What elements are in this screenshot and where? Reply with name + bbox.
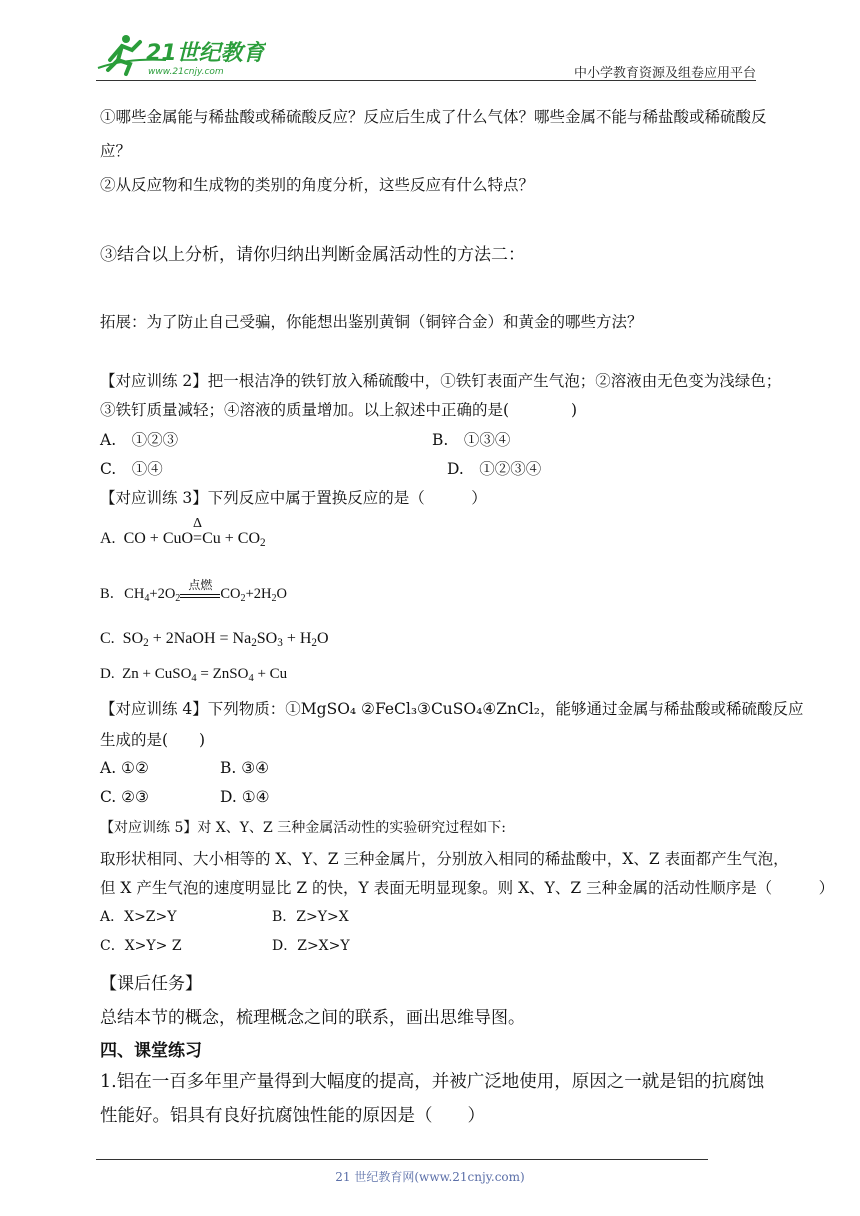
training-5-line-1: 取形状相同、大小相等的 X、Y、Z 三种金属片，分别放入相同的稀盐酸中，X、Z 表面都产生气泡，: [100, 850, 789, 868]
training-2-stem-line-2: ③铁钉质量减轻；④溶液的质量增加。以上叙述中正确的是( ): [100, 401, 578, 419]
question-1-line-1: ①哪些金属能与稀盐酸或稀硫酸反应？反应后生成了什么气体？哪些金属不能与稀盐酸或稀硫酸反: [100, 108, 767, 126]
header-platform-text: 中小学教育资源及组卷应用平台: [573, 66, 756, 81]
training-2-option-c: C. ①④: [100, 460, 163, 478]
site-logo: [96, 30, 266, 78]
question-2: ②从反应物和生成物的类别的角度分析，这些反应有什么特点？: [100, 176, 535, 194]
question-3: ③结合以上分析，请你归纳出判断金属活动性的方法二：: [100, 245, 525, 265]
question-1-line-2: 应？: [100, 142, 132, 160]
training-2-stem-line-1: 【对应训练 2】把一根洁净的铁钉放入稀硫酸中，①铁钉表面产生气泡；②溶液由无色变为浅绿色；: [100, 372, 782, 390]
section-4-heading: 四、课堂练习: [100, 1041, 202, 1061]
header-divider: [96, 80, 756, 81]
training-4-stem-line-1: 【对应训练 4】下列物质：①MgSO₄ ②FeCl₃③CuSO₄④ZnCl₂，能够通过金属与稀盐酸或稀硫酸反应: [100, 700, 804, 718]
after-class-task-body: 总结本节的概念，梳理概念之间的联系，画出思维导图。: [100, 1008, 525, 1028]
training-2-option-b: B. ①③④: [432, 431, 511, 449]
training-3-option-d: D. Zn + CuSO$_4$ = ZnSO$_4$ + Cu: [100, 666, 288, 684]
training-3-option-a: A. CO + CuO= Δ $Cu + CO_2$: [100, 516, 266, 549]
logo-text: 21世纪教育: [146, 41, 265, 66]
footer-divider: [96, 1159, 708, 1160]
extension-question: 拓展：为了防止自己受骗，你能想出鉴别黄铜（铜锌合金）和黄金的哪些方法？: [100, 313, 643, 331]
heat-condition: Δ: [193, 516, 203, 531]
training-5-stem: 【对应训练 5】对 X、Y、Z 三种金属活动性的实验研究过程如下:: [100, 820, 506, 836]
logo-url: www.21cnjy.com: [148, 67, 224, 77]
training-5-option-b: B．Z>Y>X: [272, 909, 349, 925]
practice-question-1-line-1: 1.铝在一百多年里产量得到大幅度的提高，并被广泛地使用，原因之一就是铝的抗腐蚀: [100, 1072, 765, 1092]
training-5-option-d: D．Z>X>Y: [272, 938, 350, 954]
practice-question-1-line-2: 性能好。铝具有良好抗腐蚀性能的原因是（ ）: [100, 1106, 485, 1126]
training-4-option-b: B. ③④: [220, 759, 270, 777]
training-3-option-b: B．$CH_4+2O_2$ 点燃 $CO_2+2H_2O$: [100, 578, 288, 604]
training-5-option-a: A．X>Z>Y: [100, 909, 177, 925]
after-class-task-title: 【课后任务】: [100, 974, 202, 994]
training-4-option-c: C. ②③: [100, 788, 149, 806]
training-5-option-c: C．X>Y> Z: [100, 938, 182, 954]
training-4-option-a: A. ①②: [100, 759, 149, 777]
training-2-option-d: D. ①②③④: [447, 460, 542, 478]
training-3-option-c: C. $SO_2$ + 2NaOH = $Na_2SO_3 + H_2O$: [100, 630, 329, 649]
training-3-stem: 【对应训练 3】下列反应中属于置换反应的是（ ）: [100, 489, 487, 507]
training-4-stem-line-2: 生成的是( ): [100, 731, 206, 749]
training-5-line-2: 但 X 产生气泡的速度明显比 Z 的快，Y 表面无明显现象。则 X、Y、Z 三种金属的活动性顺序是（ ）: [100, 879, 835, 897]
training-4-option-d: D. ①④: [220, 788, 270, 806]
training-2-option-a: A. ①②③: [100, 431, 179, 449]
footer-text: 21 世纪教育网(www.21cnjy.com): [335, 1170, 525, 1184]
